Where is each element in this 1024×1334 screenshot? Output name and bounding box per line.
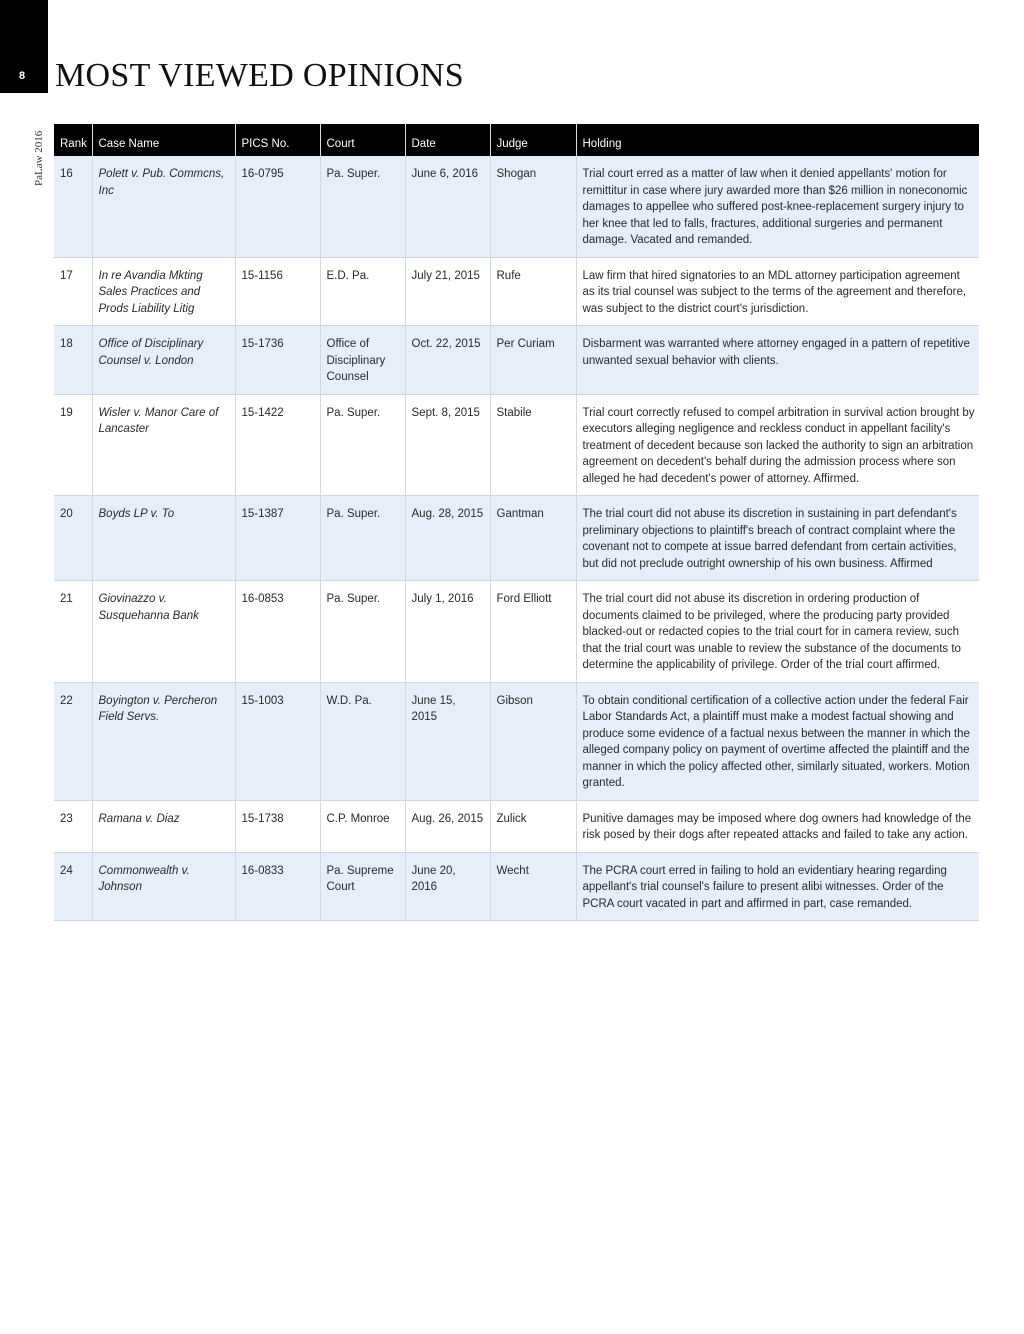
column-header-case-name: Case Name: [92, 124, 235, 156]
cell-case-name: Boyds LP v. To: [92, 496, 235, 581]
cell-rank: 20: [54, 496, 92, 581]
cell-case-name: Ramana v. Diaz: [92, 800, 235, 852]
cell-holding: Trial court erred as a matter of law when it denied appellants' motion for remittitur in case where jury awarded more than $26 million in noneconomic damages to appellee who suffered post-knee-replacement surgery injury to her knee that led to falls, fractures, additional surgeries and permanent damage. Vacated and remanded.: [576, 156, 979, 257]
opinions-table: [54, 124, 979, 921]
column-header-date: Date: [405, 124, 490, 156]
table-row: [54, 852, 979, 921]
cell-court: Pa. Super.: [320, 581, 405, 683]
column-header-pics-no: PICS No.: [235, 124, 320, 156]
cell-holding: Punitive damages may be imposed where dog owners had knowledge of the risk posed by their dogs after repeated attacks and failed to take any action.: [576, 800, 979, 852]
cell-judge: Ford Elliott: [490, 581, 576, 683]
cell-date: July 1, 2016: [405, 581, 490, 683]
page-title: MOST VIEWED OPINIONS: [55, 57, 464, 94]
cell-holding: The trial court did not abuse its discretion in sustaining in part defendant's preliminary objections to plaintiff's breach of contract complaint where the covenant not to compete at issue barred defendant from certain activities, but did not preclude outright ownership of his own business. Affirmed: [576, 496, 979, 581]
page-number: 8: [18, 70, 26, 82]
cell-court: Pa. Super.: [320, 394, 405, 496]
table-row: [54, 581, 979, 683]
cell-date: Sept. 8, 2015: [405, 394, 490, 496]
cell-date: June 15, 2015: [405, 682, 490, 800]
cell-court: W.D. Pa.: [320, 682, 405, 800]
cell-rank: 23: [54, 800, 92, 852]
cell-pics-no: 15-1387: [235, 496, 320, 581]
cell-rank: 17: [54, 257, 92, 326]
table-row: [54, 326, 979, 395]
cell-pics-no: 16-0833: [235, 852, 320, 921]
cell-rank: 21: [54, 581, 92, 683]
cell-judge: Gantman: [490, 496, 576, 581]
table-row: [54, 394, 979, 496]
cell-pics-no: 16-0853: [235, 581, 320, 683]
cell-court: C.P. Monroe: [320, 800, 405, 852]
cell-rank: 18: [54, 326, 92, 395]
cell-judge: Gibson: [490, 682, 576, 800]
cell-court: Pa. Super.: [320, 156, 405, 257]
cell-holding: Trial court correctly refused to compel arbitration in survival action brought by executors alleging negligence and reckless conduct in appellant facility's treatment of decedent because son lacked the authority to sign an arbitration agreement on decedent's behalf during the admission process where son alleged he had decedent's power of attorney. Affirmed.: [576, 394, 979, 496]
cell-judge: Stabile: [490, 394, 576, 496]
cell-date: June 6, 2016: [405, 156, 490, 257]
cell-holding: Law firm that hired signatories to an MDL attorney participation agreement as its trial counsel was subject to the terms of the agreement and therefore, was subject to the district court's jurisdiction.: [576, 257, 979, 326]
cell-date: Aug. 26, 2015: [405, 800, 490, 852]
cell-date: June 20, 2016: [405, 852, 490, 921]
cell-case-name: Commonwealth v. Johnson: [92, 852, 235, 921]
cell-pics-no: 16-0795: [235, 156, 320, 257]
cell-judge: Rufe: [490, 257, 576, 326]
cell-date: Aug. 28, 2015: [405, 496, 490, 581]
cell-case-name: Office of Disciplinary Counsel v. London: [92, 326, 235, 395]
cell-holding: To obtain conditional certification of a collective action under the federal Fair Labor Standards Act, a plaintiff must make a modest factual showing and produce some evidence of a factual nexus between the manner in which the alleged company policy on payment of overtime affected the plaintiff and the manner in which the policy affected other, similarly situated, workers. Motion granted.: [576, 682, 979, 800]
table-header-row: [54, 124, 979, 156]
cell-pics-no: 15-1003: [235, 682, 320, 800]
cell-holding: Disbarment was warranted where attorney engaged in a pattern of repetitive unwanted sexual behavior with clients.: [576, 326, 979, 395]
cell-case-name: Giovinazzo v. Susquehanna Bank: [92, 581, 235, 683]
cell-court: E.D. Pa.: [320, 257, 405, 326]
cell-case-name: Wisler v. Manor Care of Lancaster: [92, 394, 235, 496]
cell-holding: The trial court did not abuse its discretion in ordering production of documents claimed to be privileged, where the producing party provided blacked-out or redacted copies to the trial court for in camera review, such that the trial court was unable to review the substance of the documents to determine the applicability of privilege. Order of the trial court affirmed.: [576, 581, 979, 683]
cell-holding: The PCRA court erred in failing to hold an evidentiary hearing regarding appellant's trial counsel's failure to present alibi witnesses. Order of the PCRA court vacated in part and affirmed in part, case remanded.: [576, 852, 979, 921]
cell-judge: Wecht: [490, 852, 576, 921]
cell-date: Oct. 22, 2015: [405, 326, 490, 395]
cell-pics-no: 15-1738: [235, 800, 320, 852]
table-row: [54, 800, 979, 852]
cell-court: Pa. Supreme Court: [320, 852, 405, 921]
cell-judge: Zulick: [490, 800, 576, 852]
cell-case-name: Boyington v. Percheron Field Servs.: [92, 682, 235, 800]
running-head: PaLaw 2016: [33, 130, 45, 186]
cell-court: Pa. Super.: [320, 496, 405, 581]
cell-case-name: In re Avandia Mkting Sales Practices and Prods Liability Litig: [92, 257, 235, 326]
cell-judge: Per Curiam: [490, 326, 576, 395]
cell-rank: 24: [54, 852, 92, 921]
table-row: [54, 156, 979, 257]
table-row: [54, 257, 979, 326]
cell-pics-no: 15-1736: [235, 326, 320, 395]
column-header-court: Court: [320, 124, 405, 156]
cell-court: Office of Disciplinary Counsel: [320, 326, 405, 395]
column-header-judge: Judge: [490, 124, 576, 156]
column-header-rank: Rank: [54, 124, 92, 156]
cell-judge: Shogan: [490, 156, 576, 257]
column-header-holding: Holding: [576, 124, 979, 156]
cell-pics-no: 15-1422: [235, 394, 320, 496]
cell-case-name: Polett v. Pub. Commcns, Inc: [92, 156, 235, 257]
cell-rank: 16: [54, 156, 92, 257]
opinions-table-container: [54, 124, 979, 921]
cell-date: July 21, 2015: [405, 257, 490, 326]
cell-rank: 22: [54, 682, 92, 800]
table-row: [54, 682, 979, 800]
table-row: [54, 496, 979, 581]
cell-pics-no: 15-1156: [235, 257, 320, 326]
cell-rank: 19: [54, 394, 92, 496]
